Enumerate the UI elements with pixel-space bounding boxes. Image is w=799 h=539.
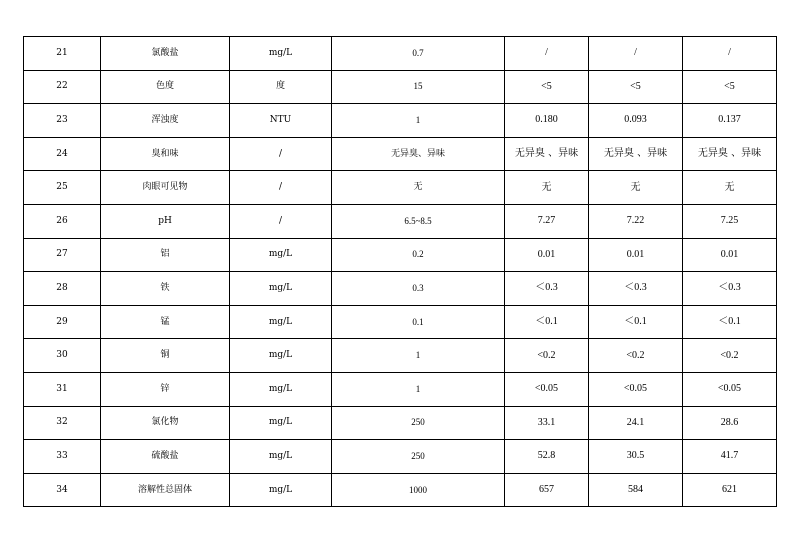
result-1: 0.180 xyxy=(505,104,589,138)
unit: mg/L xyxy=(230,238,332,272)
table-row xyxy=(24,104,777,138)
item-name: 铁 xyxy=(101,272,230,306)
result-3: <0.2 xyxy=(683,339,777,373)
result-2: / xyxy=(589,37,683,71)
table-row xyxy=(24,204,777,238)
result-3: 无 xyxy=(683,171,777,205)
result-3: 0.137 xyxy=(683,104,777,138)
row-number: 33 xyxy=(24,440,101,474)
limit-value: 1 xyxy=(332,104,505,138)
result-1: <0.05 xyxy=(505,372,589,406)
result-3: 28.6 xyxy=(683,406,777,440)
unit: / xyxy=(230,171,332,205)
unit: 度 xyxy=(230,70,332,104)
table-row xyxy=(24,37,777,71)
result-1: ＜0.3 xyxy=(505,272,589,306)
row-number: 21 xyxy=(24,37,101,71)
limit-value: 1 xyxy=(332,339,505,373)
row-number: 34 xyxy=(24,473,101,507)
result-1: ＜0.1 xyxy=(505,305,589,339)
item-name: pH xyxy=(101,204,230,238)
item-name: 臭和味 xyxy=(101,137,230,171)
row-number: 26 xyxy=(24,204,101,238)
result-3: <0.05 xyxy=(683,372,777,406)
result-3: <5 xyxy=(683,70,777,104)
table-row xyxy=(24,406,777,440)
table-body xyxy=(24,37,777,507)
result-3: ＜0.1 xyxy=(683,305,777,339)
unit: mg/L xyxy=(230,305,332,339)
table-row xyxy=(24,473,777,507)
unit: / xyxy=(230,137,332,171)
water-quality-table xyxy=(23,36,777,507)
result-2: <0.2 xyxy=(589,339,683,373)
result-2: 24.1 xyxy=(589,406,683,440)
result-1: 52.8 xyxy=(505,440,589,474)
table-row xyxy=(24,137,777,171)
table-row xyxy=(24,272,777,306)
result-1: 7.27 xyxy=(505,204,589,238)
row-number: 22 xyxy=(24,70,101,104)
result-1: 无异臭 、异味 xyxy=(505,137,589,171)
row-number: 25 xyxy=(24,171,101,205)
table-row xyxy=(24,339,777,373)
row-number: 24 xyxy=(24,137,101,171)
result-1: / xyxy=(505,37,589,71)
row-number: 27 xyxy=(24,238,101,272)
table-row xyxy=(24,372,777,406)
unit: mg/L xyxy=(230,272,332,306)
unit: mg/L xyxy=(230,37,332,71)
result-2: 无 xyxy=(589,171,683,205)
result-2: 无异臭 、异味 xyxy=(589,137,683,171)
table-row xyxy=(24,171,777,205)
result-2: 0.01 xyxy=(589,238,683,272)
item-name: 氯化物 xyxy=(101,406,230,440)
limit-value: 0.2 xyxy=(332,238,505,272)
unit: mg/L xyxy=(230,473,332,507)
item-name: 肉眼可见物 xyxy=(101,171,230,205)
row-number: 23 xyxy=(24,104,101,138)
result-1: <5 xyxy=(505,70,589,104)
unit: mg/L xyxy=(230,440,332,474)
result-2: 0.093 xyxy=(589,104,683,138)
result-2: 7.22 xyxy=(589,204,683,238)
row-number: 29 xyxy=(24,305,101,339)
result-1: 0.01 xyxy=(505,238,589,272)
table-row xyxy=(24,70,777,104)
result-2: <5 xyxy=(589,70,683,104)
result-2: ＜0.3 xyxy=(589,272,683,306)
unit: / xyxy=(230,204,332,238)
limit-value: 1000 xyxy=(332,473,505,507)
result-3: 621 xyxy=(683,473,777,507)
result-2: ＜0.1 xyxy=(589,305,683,339)
row-number: 30 xyxy=(24,339,101,373)
result-3: / xyxy=(683,37,777,71)
result-1: <0.2 xyxy=(505,339,589,373)
unit: NTU xyxy=(230,104,332,138)
result-2: 30.5 xyxy=(589,440,683,474)
item-name: 铜 xyxy=(101,339,230,373)
table-row xyxy=(24,305,777,339)
row-number: 32 xyxy=(24,406,101,440)
item-name: 溶解性总固体 xyxy=(101,473,230,507)
limit-value: 0.1 xyxy=(332,305,505,339)
item-name: 氯酸盐 xyxy=(101,37,230,71)
item-name: 色度 xyxy=(101,70,230,104)
limit-value: 无 xyxy=(332,171,505,205)
limit-value: 15 xyxy=(332,70,505,104)
result-2: 584 xyxy=(589,473,683,507)
result-1: 33.1 xyxy=(505,406,589,440)
item-name: 硫酸盐 xyxy=(101,440,230,474)
limit-value: 无异臭、异味 xyxy=(332,137,505,171)
result-3: ＜0.3 xyxy=(683,272,777,306)
limit-value: 250 xyxy=(332,406,505,440)
item-name: 锰 xyxy=(101,305,230,339)
result-3: 无异臭 、异味 xyxy=(683,137,777,171)
table-row xyxy=(24,440,777,474)
item-name: 锌 xyxy=(101,372,230,406)
item-name: 浑浊度 xyxy=(101,104,230,138)
row-number: 31 xyxy=(24,372,101,406)
result-2: <0.05 xyxy=(589,372,683,406)
table-row xyxy=(24,238,777,272)
unit: mg/L xyxy=(230,339,332,373)
limit-value: 1 xyxy=(332,372,505,406)
limit-value: 0.3 xyxy=(332,272,505,306)
limit-value: 250 xyxy=(332,440,505,474)
result-1: 无 xyxy=(505,171,589,205)
limit-value: 0.7 xyxy=(332,37,505,71)
result-3: 7.25 xyxy=(683,204,777,238)
unit: mg/L xyxy=(230,372,332,406)
row-number: 28 xyxy=(24,272,101,306)
item-name: 铝 xyxy=(101,238,230,272)
unit: mg/L xyxy=(230,406,332,440)
limit-value: 6.5~8.5 xyxy=(332,204,505,238)
result-1: 657 xyxy=(505,473,589,507)
result-3: 0.01 xyxy=(683,238,777,272)
result-3: 41.7 xyxy=(683,440,777,474)
